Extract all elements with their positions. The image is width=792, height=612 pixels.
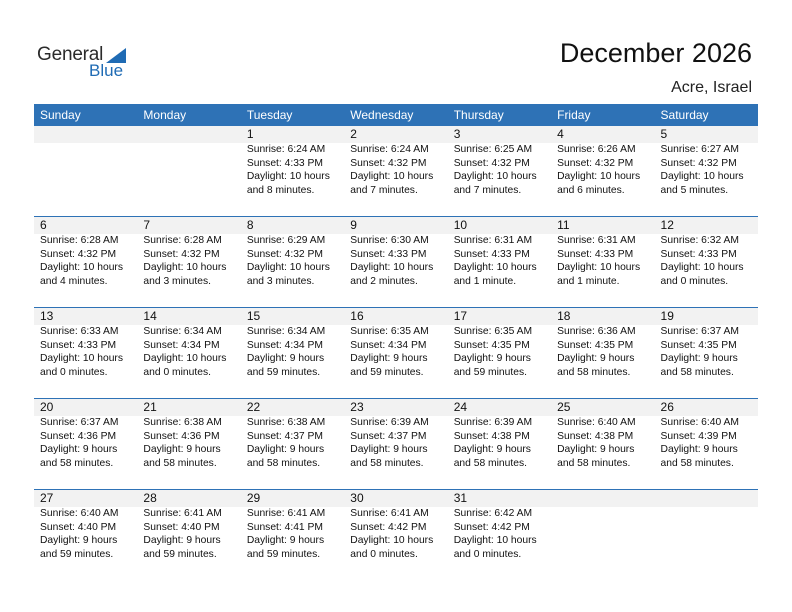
day-sunset-text: Sunset: 4:38 PM [557, 430, 634, 442]
day-daylight2-text: and 58 minutes. [557, 366, 631, 378]
day-cell [655, 217, 758, 307]
day-daylight1-text: Daylight: 10 hours [350, 535, 434, 546]
day-daylight2-text: and 2 minutes. [350, 275, 418, 287]
day-number: 8 [246, 218, 254, 232]
day-daylight1-text: Daylight: 10 hours [453, 262, 537, 273]
day-number: 24 [453, 400, 468, 414]
day-daylight1-text: Daylight: 10 hours [40, 353, 123, 364]
day-sunrise-text: Sunrise: 6:37 AM [660, 326, 739, 337]
day-sunrise-text: Sunrise: 6:33 AM [40, 326, 119, 337]
logo-text-blue: Blue [89, 61, 124, 80]
day-sunrise-text: Sunrise: 6:32 AM [660, 235, 739, 246]
day-cell [551, 217, 654, 307]
weekday-monday: Monday [143, 108, 187, 122]
day-cell [344, 126, 447, 216]
week-row [34, 398, 758, 489]
empty-day-cell [655, 490, 758, 580]
day-daylight1-text: Daylight: 10 hours [660, 262, 744, 273]
day-sunrise-text: Sunrise: 6:42 AM [453, 508, 533, 519]
logo-text-general: General [37, 44, 104, 65]
day-number: 23 [350, 400, 364, 414]
day-cell [137, 399, 240, 489]
day-cell [137, 490, 240, 580]
day-sunrise-text: Sunrise: 6:35 AM [453, 326, 533, 337]
weekday-wednesday: Wednesday [350, 108, 414, 122]
day-cell [448, 308, 551, 398]
day-number: 10 [453, 218, 468, 232]
empty-day-cell [551, 490, 654, 580]
weekday-friday: Friday [557, 108, 591, 122]
day-daylight2-text: and 58 minutes. [453, 457, 527, 469]
day-daylight2-text: and 58 minutes. [660, 366, 734, 378]
day-daylight1-text: Daylight: 10 hours [350, 171, 434, 182]
empty-day-cell [137, 126, 240, 216]
day-sunset-text: Sunset: 4:32 PM [246, 248, 323, 260]
day-sunset-text: Sunset: 4:34 PM [246, 339, 323, 351]
day-number: 19 [660, 309, 674, 323]
day-daylight2-text: and 1 minute. [453, 275, 517, 287]
weekday-saturday: Saturday [660, 108, 709, 122]
day-number: 5 [660, 127, 668, 141]
day-daylight2-text: and 0 minutes. [350, 548, 418, 560]
day-daylight2-text: and 59 minutes. [246, 548, 321, 560]
day-number: 16 [350, 309, 364, 323]
day-daylight2-text: and 7 minutes. [350, 184, 418, 196]
day-daylight1-text: Daylight: 9 hours [143, 535, 221, 546]
day-sunrise-text: Sunrise: 6:31 AM [557, 235, 636, 246]
day-sunrise-text: Sunrise: 6:29 AM [246, 235, 326, 246]
day-sunset-text: Sunset: 4:32 PM [40, 248, 117, 260]
day-number: 22 [246, 400, 261, 414]
day-daylight1-text: Daylight: 10 hours [453, 171, 537, 182]
day-daylight2-text: and 0 minutes. [143, 366, 211, 378]
day-cell [34, 490, 137, 580]
day-daylight2-text: and 58 minutes. [350, 457, 424, 469]
day-sunset-text: Sunset: 4:42 PM [350, 521, 427, 533]
day-number: 13 [40, 309, 54, 323]
day-cell [448, 490, 551, 580]
calendar-grid [34, 104, 758, 580]
day-sunset-text: Sunset: 4:38 PM [453, 430, 530, 442]
day-cell [344, 217, 447, 307]
day-cell [344, 399, 447, 489]
day-daylight2-text: and 3 minutes. [246, 275, 315, 287]
week-cells [34, 399, 758, 489]
day-cell [34, 308, 137, 398]
day-daylight1-text: Daylight: 10 hours [557, 171, 641, 182]
weekday-sunday: Sunday [40, 108, 81, 122]
day-sunset-text: Sunset: 4:33 PM [350, 248, 427, 260]
day-sunset-text: Sunset: 4:33 PM [660, 248, 737, 260]
day-daylight2-text: and 59 minutes. [453, 366, 527, 378]
day-daylight2-text: and 59 minutes. [350, 366, 424, 378]
day-daylight2-text: and 0 minutes. [40, 366, 108, 378]
day-sunset-text: Sunset: 4:33 PM [557, 248, 634, 260]
day-daylight2-text: and 59 minutes. [40, 548, 114, 560]
day-sunrise-text: Sunrise: 6:40 AM [40, 508, 119, 519]
weekday-tuesday: Tuesday [246, 108, 293, 122]
week-row [34, 216, 758, 307]
day-cell [448, 217, 551, 307]
day-daylight1-text: Daylight: 9 hours [40, 444, 118, 455]
day-daylight2-text: and 1 minute. [557, 275, 620, 287]
empty-day-cell [34, 126, 137, 216]
day-cell [241, 399, 344, 489]
day-number: 1 [246, 127, 254, 141]
week-row [34, 489, 758, 580]
day-sunrise-text: Sunrise: 6:37 AM [40, 417, 119, 428]
day-number: 2 [350, 127, 357, 141]
day-cell [34, 217, 137, 307]
day-sunset-text: Sunset: 4:32 PM [350, 157, 427, 169]
day-sunset-text: Sunset: 4:36 PM [143, 430, 220, 442]
day-sunset-text: Sunset: 4:39 PM [660, 430, 737, 442]
day-sunrise-text: Sunrise: 6:28 AM [143, 235, 222, 246]
day-daylight1-text: Daylight: 9 hours [453, 353, 531, 364]
day-daylight2-text: and 7 minutes. [453, 184, 522, 196]
day-cell [655, 399, 758, 489]
day-cell [551, 399, 654, 489]
day-daylight1-text: Daylight: 10 hours [40, 262, 123, 273]
day-cell [551, 308, 654, 398]
day-sunrise-text: Sunrise: 6:40 AM [557, 417, 636, 428]
day-cell [448, 126, 551, 216]
day-cell [655, 308, 758, 398]
day-daylight1-text: Daylight: 9 hours [246, 353, 325, 364]
day-number: 6 [40, 218, 47, 232]
page-title: December 2026 [559, 38, 752, 68]
weekday-thursday: Thursday [453, 108, 504, 122]
day-sunrise-text: Sunrise: 6:25 AM [453, 144, 533, 155]
day-number: 3 [453, 127, 461, 141]
day-sunrise-text: Sunrise: 6:41 AM [143, 508, 222, 519]
day-daylight1-text: Daylight: 9 hours [557, 353, 635, 364]
day-sunrise-text: Sunrise: 6:38 AM [246, 417, 326, 428]
day-cell [137, 217, 240, 307]
day-sunset-text: Sunset: 4:32 PM [557, 157, 634, 169]
day-cell [551, 126, 654, 216]
day-sunset-text: Sunset: 4:32 PM [143, 248, 220, 260]
week-row [34, 307, 758, 398]
day-sunset-text: Sunset: 4:33 PM [246, 157, 323, 169]
day-daylight1-text: Daylight: 10 hours [453, 535, 537, 546]
week-row [34, 126, 758, 216]
day-daylight1-text: Daylight: 10 hours [143, 262, 227, 273]
day-daylight2-text: and 59 minutes. [143, 548, 217, 560]
day-daylight1-text: Daylight: 10 hours [350, 262, 434, 273]
day-sunrise-text: Sunrise: 6:30 AM [350, 235, 429, 246]
day-sunrise-text: Sunrise: 6:27 AM [660, 144, 739, 155]
day-sunset-text: Sunset: 4:41 PM [246, 521, 323, 533]
weeks-container [34, 126, 758, 580]
day-sunset-text: Sunset: 4:34 PM [350, 339, 427, 351]
day-daylight2-text: and 4 minutes. [40, 275, 108, 287]
day-daylight1-text: Daylight: 9 hours [246, 535, 325, 546]
day-daylight2-text: and 58 minutes. [557, 457, 631, 469]
day-daylight1-text: Daylight: 9 hours [557, 444, 635, 455]
day-number: 21 [143, 400, 157, 414]
day-sunrise-text: Sunrise: 6:31 AM [453, 235, 533, 246]
day-sunset-text: Sunset: 4:34 PM [143, 339, 220, 351]
day-daylight1-text: Daylight: 9 hours [246, 444, 325, 455]
day-number: 29 [246, 491, 261, 505]
day-daylight1-text: Daylight: 9 hours [40, 535, 118, 546]
day-sunset-text: Sunset: 4:40 PM [40, 521, 117, 533]
day-sunset-text: Sunset: 4:40 PM [143, 521, 220, 533]
week-cells [34, 308, 758, 398]
day-daylight1-text: Daylight: 10 hours [557, 262, 641, 273]
day-daylight1-text: Daylight: 9 hours [350, 353, 428, 364]
week-cells [34, 217, 758, 307]
day-number: 14 [143, 309, 157, 323]
day-cell [137, 308, 240, 398]
day-daylight1-text: Daylight: 9 hours [660, 353, 738, 364]
day-daylight2-text: and 0 minutes. [660, 275, 729, 287]
day-sunset-text: Sunset: 4:42 PM [453, 521, 530, 533]
day-daylight2-text: and 3 minutes. [143, 275, 211, 287]
day-daylight2-text: and 6 minutes. [557, 184, 625, 196]
day-number: 25 [557, 400, 571, 414]
day-sunrise-text: Sunrise: 6:38 AM [143, 417, 222, 428]
day-sunrise-text: Sunrise: 6:24 AM [246, 144, 326, 155]
day-number: 28 [143, 491, 157, 505]
day-sunrise-text: Sunrise: 6:24 AM [350, 144, 429, 155]
day-number: 26 [660, 400, 674, 414]
day-number: 9 [350, 218, 357, 232]
day-sunset-text: Sunset: 4:33 PM [453, 248, 530, 260]
day-cell [241, 308, 344, 398]
day-sunrise-text: Sunrise: 6:28 AM [40, 235, 119, 246]
day-daylight1-text: Daylight: 10 hours [246, 262, 330, 273]
day-sunset-text: Sunset: 4:35 PM [660, 339, 737, 351]
day-sunset-text: Sunset: 4:32 PM [453, 157, 530, 169]
day-number: 30 [350, 491, 364, 505]
day-sunrise-text: Sunrise: 6:35 AM [350, 326, 429, 337]
day-sunrise-text: Sunrise: 6:36 AM [557, 326, 636, 337]
day-sunset-text: Sunset: 4:35 PM [557, 339, 634, 351]
day-number: 17 [453, 309, 468, 323]
day-number: 4 [557, 127, 564, 141]
day-sunset-text: Sunset: 4:35 PM [453, 339, 530, 351]
day-sunset-text: Sunset: 4:36 PM [40, 430, 117, 442]
day-number: 12 [660, 218, 674, 232]
day-cell [34, 399, 137, 489]
day-cell [241, 490, 344, 580]
day-cell [241, 217, 344, 307]
day-daylight1-text: Daylight: 9 hours [660, 444, 738, 455]
day-daylight2-text: and 5 minutes. [660, 184, 729, 196]
day-cell [344, 308, 447, 398]
day-sunrise-text: Sunrise: 6:26 AM [557, 144, 636, 155]
day-number: 20 [40, 400, 54, 414]
day-daylight1-text: Daylight: 10 hours [660, 171, 744, 182]
day-sunrise-text: Sunrise: 6:39 AM [453, 417, 533, 428]
day-sunrise-text: Sunrise: 6:39 AM [350, 417, 429, 428]
day-sunset-text: Sunset: 4:32 PM [660, 157, 737, 169]
location-subtitle: Acre, Israel [671, 79, 752, 96]
logo [37, 44, 137, 80]
day-daylight1-text: Daylight: 9 hours [143, 444, 221, 455]
week-cells [34, 126, 758, 216]
day-sunset-text: Sunset: 4:37 PM [246, 430, 323, 442]
day-cell [655, 126, 758, 216]
day-cell [448, 399, 551, 489]
day-daylight1-text: Daylight: 9 hours [350, 444, 428, 455]
day-daylight2-text: and 59 minutes. [246, 366, 321, 378]
day-sunset-text: Sunset: 4:33 PM [40, 339, 117, 351]
day-sunrise-text: Sunrise: 6:40 AM [660, 417, 739, 428]
day-daylight1-text: Daylight: 10 hours [143, 353, 227, 364]
day-sunrise-text: Sunrise: 6:34 AM [143, 326, 222, 337]
day-number: 18 [557, 309, 571, 323]
day-sunset-text: Sunset: 4:37 PM [350, 430, 427, 442]
day-number: 11 [557, 218, 570, 232]
day-cell [241, 126, 344, 216]
day-number: 31 [453, 491, 468, 505]
day-daylight2-text: and 58 minutes. [660, 457, 734, 469]
day-daylight2-text: and 58 minutes. [143, 457, 217, 469]
day-sunrise-text: Sunrise: 6:41 AM [350, 508, 429, 519]
day-number: 27 [40, 491, 54, 505]
day-daylight2-text: and 58 minutes. [40, 457, 114, 469]
day-daylight1-text: Daylight: 9 hours [453, 444, 531, 455]
day-daylight2-text: and 8 minutes. [246, 184, 315, 196]
day-daylight2-text: and 58 minutes. [246, 457, 321, 469]
day-number: 15 [246, 309, 261, 323]
day-sunrise-text: Sunrise: 6:41 AM [246, 508, 326, 519]
week-cells [34, 490, 758, 580]
day-number: 7 [143, 218, 151, 232]
day-cell [344, 490, 447, 580]
day-daylight1-text: Daylight: 10 hours [246, 171, 330, 182]
weekday-header-row [34, 104, 758, 126]
day-daylight2-text: and 0 minutes. [453, 548, 522, 560]
day-sunrise-text: Sunrise: 6:34 AM [246, 326, 326, 337]
